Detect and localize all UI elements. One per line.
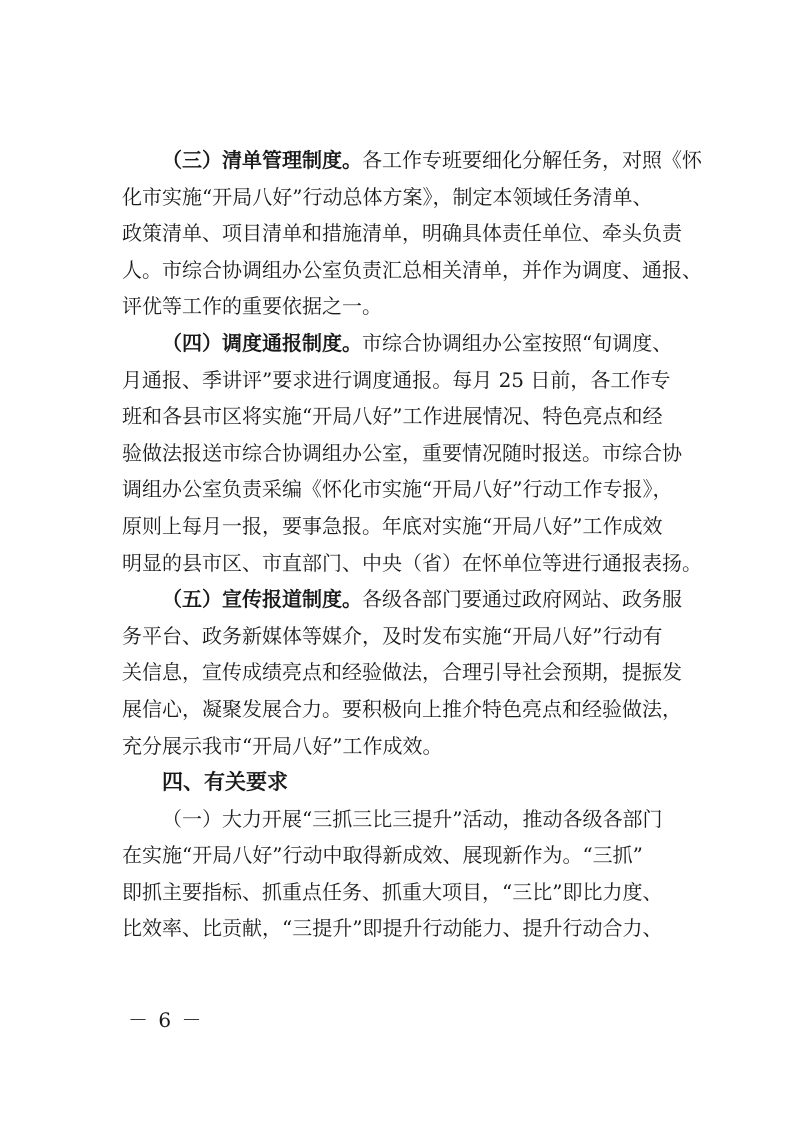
paragraph-line: 评优等工作的重要依据之一。 <box>122 294 382 319</box>
paragraph-line: 即抓主要指标、抓重点任务、抓重大项目，“三比”即比力度、 <box>122 879 663 904</box>
paragraph-line: 在实施“开局八好”行动中取得新成效、展现新作为。“三抓” <box>122 843 643 868</box>
paragraph-text: 市综合协调组办公室按照“旬调度、 <box>362 330 673 355</box>
paragraph-line: 比效率、比贡献，“三提升”即提升行动能力、提升行动合力、 <box>122 916 663 941</box>
page-number: － 6 － <box>128 1008 204 1032</box>
section-heading-inventory: （三）清单管理制度。 <box>162 148 362 172</box>
paragraph-line: 展信心，凝聚发展合力。要积极向上推介特色亮点和经验做法， <box>122 696 682 721</box>
paragraph-line: 明显的县市区、市直部门、中央（省）在怀单位等进行通报表扬。 <box>122 550 702 575</box>
paragraph-line: 原则上每月一报，要事急报。年底对实施“开局八好”工作成效 <box>122 513 663 538</box>
paragraph-line: 关信息，宣传成绩亮点和经验做法，合理引导社会预期，提振发 <box>122 660 682 685</box>
paragraph-line: 充分展示我市“开局八好”工作成效。 <box>122 733 443 758</box>
paragraph-line: 调组办公室负责采编《怀化市实施“开局八好”行动工作专报》， <box>122 477 673 502</box>
paragraph-line: 月通报、季讲评”要求进行调度通报。每月 25 日前，各工作专 <box>122 367 671 392</box>
paragraph-text: 各级各部门要通过政府网站、政务服 <box>362 587 682 612</box>
paragraph-line <box>122 142 707 179</box>
paragraph-text: 各工作专班要细化分解任务，对照《怀 <box>362 148 702 172</box>
document-body <box>122 142 707 947</box>
paragraph-line: 务平台、政务新媒体等媒介，及时发布实施“开局八好”行动有 <box>122 623 663 648</box>
section-heading-publicity: （五）宣传报道制度。 <box>162 587 362 612</box>
paragraph-line: （一）大力开展“三抓三比三提升”活动，推动各级各部门 <box>162 806 663 831</box>
part-heading-requirements: 四、有关要求 <box>162 770 288 795</box>
paragraph-line <box>122 325 707 362</box>
paragraph-line: 班和各县市区将实施“开局八好”工作进展情况、特色亮点和经 <box>122 404 663 429</box>
paragraph-line: 人。市综合协调组办公室负责汇总相关清单，并作为调度、通报、 <box>122 257 702 282</box>
section-heading-reporting: （四）调度通报制度。 <box>162 330 362 355</box>
paragraph-line: 验做法报送市综合协调组办公室，重要情况随时报送。市综合协 <box>122 440 682 465</box>
paragraph-line: 政策清单、项目清单和措施清单，明确具体责任单位、牵头负责 <box>122 221 682 246</box>
paragraph-line <box>122 581 707 618</box>
paragraph-line: 化市实施“开局八好”行动总体方案》，制定本领域任务清单、 <box>122 184 653 209</box>
